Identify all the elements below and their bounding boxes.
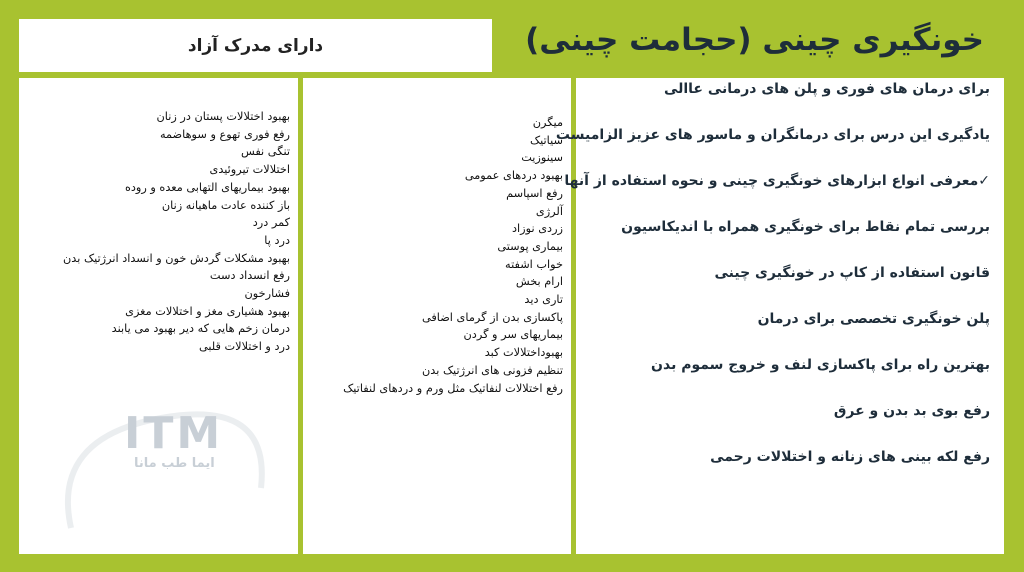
list-item: رفع انسداد دست <box>209 269 290 283</box>
list-item: یادگیری این درس برای درمانگران و ماسور های عزیز الزامیست <box>555 127 990 143</box>
list-item: بهترین راه برای پاکسازی لنف و خروج سموم بدن <box>651 357 990 373</box>
list-item: رفع اختلالات لنفاتیک مثل ورم و دردهای لنفاتیک <box>343 381 563 395</box>
course-points-panel <box>555 78 1004 554</box>
course-points-list <box>556 80 990 494</box>
benefits-mid-list <box>343 114 563 397</box>
list-item: فشارخون <box>244 287 290 301</box>
list-item: ✓معرفی انواع ابزارهای خونگیری چینی و نحوه استفاده از آنها <box>564 173 990 189</box>
list-item: رفع فوری تهوع و سوهاضمه <box>159 127 290 141</box>
list-item: باز کننده عادت ماهیانه زنان <box>161 198 290 212</box>
benefits-left-panel <box>19 78 298 554</box>
list-item: تنظیم فزونی های انرژتیک بدن <box>421 363 563 377</box>
list-item: آلرژی <box>535 204 563 218</box>
list-item: برای درمان های فوری و پلن های درمانی عاالی <box>663 81 990 97</box>
list-item: اختلالات تیروئیدی <box>209 163 290 177</box>
list-item: ارام بخش <box>515 275 563 289</box>
logo-text: ITM <box>124 408 224 459</box>
list-item: بهبود دردهای عمومی <box>464 169 563 183</box>
list-item: بهبود مشکلات گردش خون و انسداد انرژتیک بدن <box>63 251 290 265</box>
list-item: بیماریهای سر و گردن <box>463 328 563 342</box>
list-item: بهبود هشیاری مغز و اختلالات مغزی <box>125 304 290 318</box>
list-item: بهبوداختلالات کبد <box>484 346 563 360</box>
list-item: خواب اشفته <box>505 257 563 271</box>
logo-subtitle: ایما طب مانا <box>134 456 215 471</box>
list-item: رفع اسپاسم <box>506 186 563 200</box>
list-item: سیاتیک <box>530 133 563 147</box>
list-item: سینوزیت <box>521 151 563 165</box>
list-item: بهبود اختلالات پستان در زنان <box>156 110 290 123</box>
list-item: پاکسازی بدن از گرمای اضافی <box>421 310 563 324</box>
list-item: رفع بوی بد بدن و عرق <box>833 403 990 419</box>
list-item: قانون استفاده از کاپ در خونگیری چینی <box>714 265 990 281</box>
list-item: کمر درد <box>252 216 290 230</box>
benefits-left-list <box>63 108 290 356</box>
list-item: تاری دید <box>524 293 563 307</box>
list-item: درد پا <box>264 233 290 247</box>
list-item: بهبود بیماریهای التهابی معده و روده <box>124 180 290 194</box>
list-item: رفع لکه بینی های زنانه و اختلالات رحمی <box>710 449 990 465</box>
certificate-label: دارای مدرک آزاد <box>187 35 324 56</box>
list-item: پلن خونگیری تخصصی برای درمان <box>757 311 990 327</box>
certificate-box <box>19 19 492 72</box>
list-item: بیماری پوستی <box>497 239 563 253</box>
list-item: تنگی نفس <box>240 145 290 159</box>
list-item: درمان زخم هایی که دیر بهبود می یابند <box>111 322 290 336</box>
list-item: بررسی تمام نقاط برای خونگیری همراه با اندیکاسیون <box>621 219 990 235</box>
benefits-mid-panel <box>303 78 571 554</box>
list-item: زردی نوزاد <box>512 222 563 236</box>
page-title: خونگیری چینی (حجامت چینی) <box>525 22 984 58</box>
list-item: میگرن <box>532 116 563 129</box>
list-item: درد و اختلالات قلبی <box>198 340 290 354</box>
